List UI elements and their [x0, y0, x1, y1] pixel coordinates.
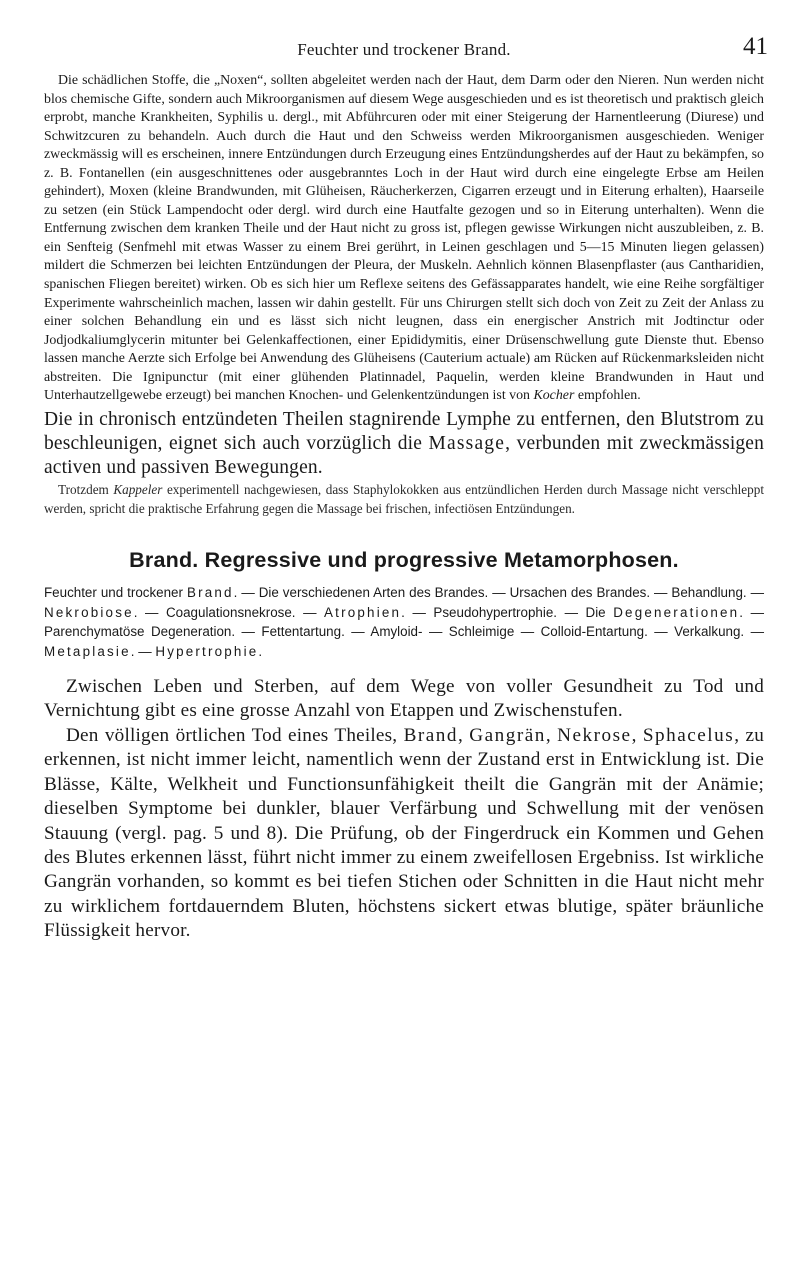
author-kocher: Kocher — [533, 388, 575, 404]
paragraph-noxen-text: Die schädlichen Stoffe, die „Noxen“, sollten abgeleitet werden nach der Haut, dem Darm oder den Nieren. Nun werden nicht blos chemische Gifte, sondern auch Mikroorganismen auf diesem Wege ausgeschieden und es ist theoretisch und praktisch gleich erprobt, manche Krankheiten, Syphilis u. dergl., mit Abführcuren oder mit einer Steigerung der Harnentleerung (Diurese) und Schwitzcuren zu behandeln. Auch durch die Haut und den Schweiss werden Mikroorganismen ausgeschieden. Weniger zweckmässig will es erscheinen, innere Entzündungen durch Erzeugung eines Entzündungsherdes auf der Haut zu bekämpfen, so z. B. Fontanellen (ein ausgeschnittenes oder ausgebranntes Loch in der Haut wird durch eine eingelegte Erbse am Heilen gehindert), Moxen (kleine Brandwunden, mit Glüheisen, Räucherkerzen, Cigarren erzeugt und in Eiterung erhalten), Haarseile zu setzen (ein Stück Lampendocht oder dergl. wird durch eine Hautfalte gezogen und so in Eiterung unterhalten). Wenn die Entfernung zwischen dem kranken Theile und der Haut nicht zu gross ist, pflegen gewisse Wirkungen nicht auszubleiben, z. B. ein Senfteig (Senfmehl mit etwas Wasser zu einem Brei gerührt, in Leinen geschlagen und 5—15 Minuten liegen gelassen) mildert die Schmerzen bei leichten Entzündungen der Pleura, der Muskeln. Aehnlich können Blasenpflaster (aus Cantharidien, spanischen Fliegen bereitet) wirken. Ob es sich hier um Reflexe seitens des Gefässapparates handelt, wie eine Reihe sorgfältiger Experimente wahrscheinlich machen, lassen wir dahin gestellt. Für uns Chirurgen stellt sich doch von Zeit zu Zeit der Anlass zu einer solchen Behandlung ein und es lässt sich nicht leugnen, dass ein energischer Anstrich mit Jodtinctur oder Jodjodkaliumglycerin mitunter bei Gelenkaffectionen, einer Epididymitis, einer Drüsenschwellung gute Dienste thut. Ebenso lassen manche Aerzte sich Erfolge bei Anwendung des Glüheisens (Cauterium actuale) am Rücken auf Rückenmarksleiden nicht abstreiten. Die Ignipunctur (mit einer glühenden Platinnadel, Paquelin, werden kleine Brandwunden in Haut und Unterhautzellgewebe erzeugt) bei manchen Knochen- und Gelenkentzündungen ist von — [44, 73, 764, 404]
kappeler-text-2: experimentell nachgewiesen, dass Staphylokokken aus entzündlichen Herden durch Massage nicht verschleppt werden, spricht die praktische Erfahrung gegen die Massage bei frischen, infectiösen Entzündungen. — [44, 481, 764, 516]
summary-term-degenerationen: Degenerationen — [613, 604, 740, 620]
gangraen-text: Den völligen örtlichen Tod eines Theiles, — [66, 724, 404, 746]
running-header — [44, 0, 768, 72]
gangraen-text: , — [631, 724, 643, 746]
book-page — [44, 0, 768, 944]
paragraph-noxen — [44, 72, 764, 406]
paragraph-gangraen — [44, 724, 764, 944]
summary-term-hypertrophie: Hypertrophie — [155, 643, 259, 659]
kappeler-text-1: Trotzdem — [58, 481, 114, 497]
summary-term-metaplasie: Metaplasie — [44, 643, 131, 659]
gangraen-text: , zu erkennen, ist nicht immer leicht, namentlich wenn der Zustand erst in Entwicklung ist. Die Blässe, Kälte, Welkheit und Functionsunfähigkeit theilt die Gangrän mit der Anämie; dieselben Symptome bei dunkler, blauer Verfärbung und Schwellung mit der venösen Stauung (vergl. pag. 5 und 8). Die Prüfung, ob der Fingerdruck ein Kommen und Gehen des Blutes erkennen lässt, führt nicht immer zu einem zweifellosen Ergebniss. Ist wirkliche Gangrän vorhanden, so kommt es bei tiefen Stichen oder Schnitten in die Haut nicht mehr zu wirklichem fortdauerndem Bluten, höchstens sickert etwas blutige, später bräunliche Flüssigkeit hervor. — [44, 724, 764, 942]
massage-text-2: , verbunden mit zweckmässigen activen und passiven Bewegungen. — [44, 432, 764, 478]
author-kappeler: Kappeler — [113, 481, 163, 497]
summary-term-brand: Brand — [186, 585, 234, 601]
paragraph-noxen-end: empfohlen. — [574, 388, 641, 404]
section-summary — [44, 583, 764, 661]
term-brand: Brand — [403, 724, 458, 746]
summary-text: . — [258, 643, 263, 659]
summary-text: . — Parenchymatöse Degeneration. — Fettentartung. — Amyloid- — Schleimige — Colloid-Entartung. — Verkalkung. — — [44, 604, 764, 640]
paragraph-massage — [44, 408, 764, 480]
summary-text: . — — [130, 643, 156, 659]
summary-text: . — Pseudohypertrophie. — Die — [401, 604, 614, 620]
summary-term-nekrobiose: Nekrobiose — [44, 604, 134, 620]
massage-text-1: Die in chronisch entzündeten Theilen stagnirende Lymphe zu entfernen, den Blutstrom zu beschleunigen, eignet sich auch vorzüglich die — [44, 408, 764, 454]
term-nekrose: Nekrose — [557, 724, 632, 746]
paragraph-kappeler — [44, 481, 764, 519]
running-title: Feuchter und trockener Brand. — [297, 40, 511, 59]
paragraph-etappen: Zwischen Leben und Sterben, auf dem Wege von voller Gesundheit zu Tod und Vernichtung gibt es eine grosse Anzahl von Etappen und Zwischenstufen. — [44, 676, 764, 722]
term-sphacelus: Sphacelus — [642, 724, 735, 746]
summary-text: . — Coagulationsnekrose. — — [133, 604, 325, 620]
gangraen-text: , — [545, 724, 558, 746]
summary-text: Feuchter und trockener — [44, 585, 187, 601]
page-number: 41 — [743, 33, 768, 60]
term-gangraen: Gangrän — [469, 724, 546, 746]
summary-term-atrophien: Atrophien — [324, 604, 402, 620]
gangraen-text: , — [457, 724, 470, 746]
summary-text: . — Die verschiedenen Arten des Brandes. — Ursachen des Brandes. — Behandlung. — — [233, 585, 764, 601]
section-heading: Brand. Regressive und progressive Metamorphosen. — [129, 548, 679, 573]
massage-emphasis: Massage — [428, 432, 506, 454]
